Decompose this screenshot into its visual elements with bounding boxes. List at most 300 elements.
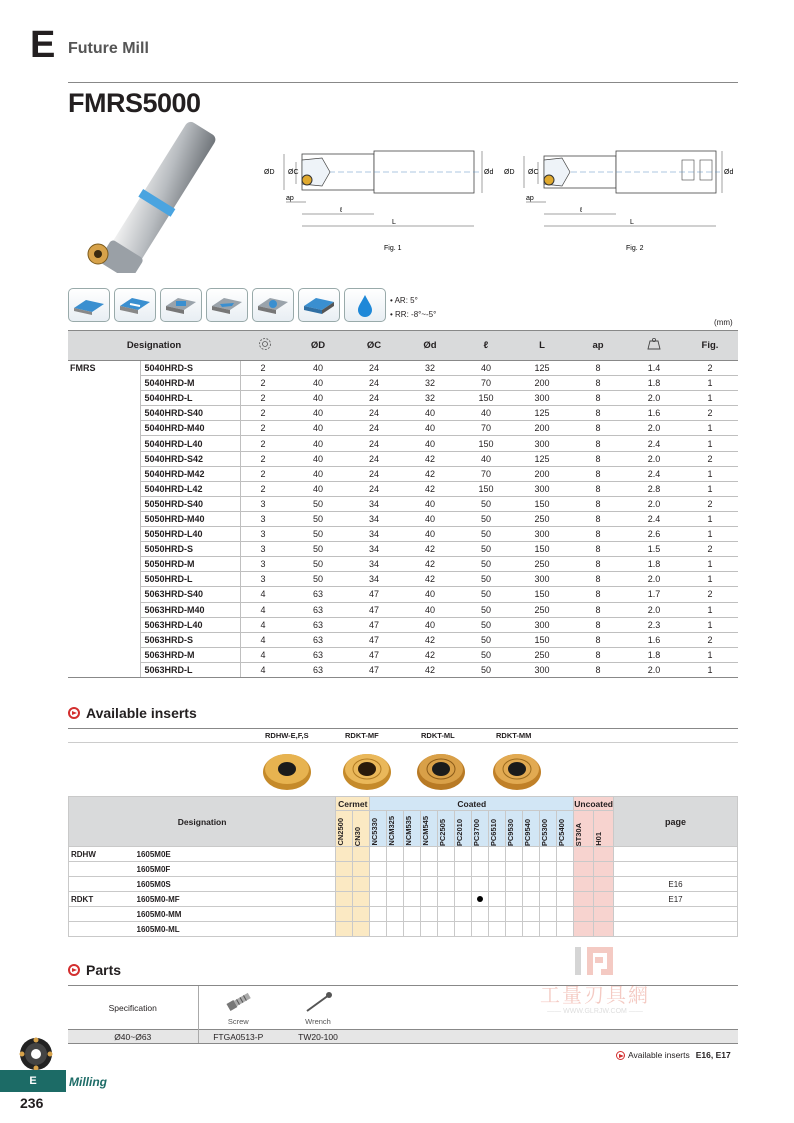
spec-cell: 34 bbox=[346, 496, 402, 511]
spec-designation: 5050HRD-M bbox=[140, 557, 240, 572]
face-milling-icon bbox=[68, 288, 110, 322]
fig1-label-l: ℓ bbox=[340, 207, 343, 214]
spec-table bbox=[68, 330, 738, 678]
insert-row bbox=[69, 847, 738, 862]
col-l: ℓ bbox=[458, 331, 514, 361]
grade-cell bbox=[438, 907, 455, 922]
grade-designation-header: Designation bbox=[69, 797, 336, 847]
spec-designation: 5050HRD-S40 bbox=[140, 496, 240, 511]
grade-cell bbox=[594, 877, 614, 892]
parts-spec-label: Specification bbox=[68, 986, 198, 1030]
spec-cell: 42 bbox=[402, 647, 458, 662]
grade-cell bbox=[404, 922, 421, 937]
spec-cell: 47 bbox=[346, 617, 402, 632]
spec-designation: 5040HRD-M40 bbox=[140, 421, 240, 436]
spec-cell: 42 bbox=[402, 632, 458, 647]
spec-cell: 3 bbox=[240, 572, 290, 587]
spec-group-label bbox=[68, 557, 140, 572]
grade-name bbox=[455, 811, 472, 847]
spec-group-label bbox=[68, 421, 140, 436]
grade-name-text: PC5400 bbox=[557, 818, 567, 846]
spec-designation: 5040HRD-L bbox=[140, 391, 240, 406]
spec-cell: 40 bbox=[290, 361, 346, 376]
grade-name bbox=[557, 811, 574, 847]
spec-cell: 1 bbox=[682, 602, 738, 617]
grade-cell bbox=[523, 877, 540, 892]
insert-page[interactable]: E16 bbox=[614, 877, 738, 892]
insert-page[interactable]: E17 bbox=[614, 892, 738, 907]
spec-cell: 34 bbox=[346, 557, 402, 572]
spec-group-label bbox=[68, 587, 140, 602]
spec-designation: 5063HRD-L40 bbox=[140, 617, 240, 632]
spec-cell: 2.8 bbox=[626, 481, 682, 496]
grade-cell bbox=[523, 892, 540, 907]
spec-cell: 8 bbox=[570, 481, 626, 496]
grade-cell bbox=[421, 892, 438, 907]
spec-cell: 250 bbox=[514, 647, 570, 662]
spec-cell: 3 bbox=[240, 557, 290, 572]
grade-cell bbox=[472, 862, 489, 877]
spec-cell: 1 bbox=[682, 391, 738, 406]
grade-cell bbox=[421, 922, 438, 937]
spec-cell: 1.8 bbox=[626, 647, 682, 662]
spec-cell: 1.6 bbox=[626, 406, 682, 421]
spec-cell: 63 bbox=[290, 587, 346, 602]
grade-cell bbox=[489, 847, 506, 862]
spec-cell: 50 bbox=[458, 572, 514, 587]
spec-cell: 42 bbox=[402, 542, 458, 557]
col-teeth bbox=[240, 331, 290, 361]
spec-cell: 40 bbox=[290, 481, 346, 496]
spec-cell: 40 bbox=[402, 511, 458, 526]
spec-cell: 40 bbox=[402, 587, 458, 602]
spec-cell: 1.6 bbox=[626, 632, 682, 647]
grade-cell bbox=[574, 862, 594, 877]
spec-cell: 2 bbox=[240, 466, 290, 481]
insert-group: RDHW bbox=[69, 847, 135, 862]
spec-cell: 24 bbox=[346, 361, 402, 376]
spec-cell: 150 bbox=[458, 391, 514, 406]
spec-cell: 2.0 bbox=[626, 496, 682, 511]
spec-cell: 150 bbox=[514, 587, 570, 602]
insert-group bbox=[69, 907, 135, 922]
grade-cell bbox=[489, 907, 506, 922]
grade-cell bbox=[370, 862, 387, 877]
spec-cell: 300 bbox=[514, 662, 570, 677]
spec-row bbox=[68, 391, 738, 406]
grade-cell bbox=[404, 862, 421, 877]
grade-cell bbox=[594, 847, 614, 862]
grade-name bbox=[336, 811, 353, 847]
grade-cell bbox=[574, 907, 594, 922]
spec-row bbox=[68, 632, 738, 647]
grade-cell bbox=[594, 862, 614, 877]
spec-row bbox=[68, 376, 738, 391]
insert-code: 1605M0-ML bbox=[135, 922, 336, 937]
spec-cell: 2.0 bbox=[626, 391, 682, 406]
spec-cell: 40 bbox=[290, 451, 346, 466]
spec-designation: 5063HRD-M40 bbox=[140, 602, 240, 617]
spec-cell: 50 bbox=[290, 557, 346, 572]
grade-cell bbox=[594, 907, 614, 922]
screw-icon bbox=[221, 989, 255, 1015]
spec-cell: 150 bbox=[514, 496, 570, 511]
spec-cell: 24 bbox=[346, 436, 402, 451]
spec-cell: 47 bbox=[346, 662, 402, 677]
spec-cell: 1 bbox=[682, 557, 738, 572]
spec-cell: 70 bbox=[458, 466, 514, 481]
spec-cell: 32 bbox=[402, 361, 458, 376]
spec-cell: 8 bbox=[570, 527, 626, 542]
radial-rake: • RR: -8°~-5° bbox=[390, 310, 437, 319]
spec-cell: 50 bbox=[458, 602, 514, 617]
spec-designation: 5063HRD-L bbox=[140, 662, 240, 677]
grade-cell bbox=[404, 877, 421, 892]
spec-cell: 2 bbox=[682, 542, 738, 557]
spec-cell: 8 bbox=[570, 451, 626, 466]
insert-row bbox=[69, 907, 738, 922]
col-weight bbox=[626, 331, 682, 361]
spec-cell: 250 bbox=[514, 557, 570, 572]
grade-cell bbox=[472, 847, 489, 862]
arrow-circle-icon bbox=[68, 707, 80, 719]
spec-cell: 40 bbox=[290, 376, 346, 391]
available-inserts-title: Available inserts bbox=[86, 705, 197, 721]
spec-group-label bbox=[68, 406, 140, 421]
spec-cell: 2.3 bbox=[626, 617, 682, 632]
spec-row bbox=[68, 421, 738, 436]
spec-cell: 125 bbox=[514, 451, 570, 466]
page-number: 236 bbox=[20, 1095, 44, 1111]
spec-designation: 5040HRD-L40 bbox=[140, 436, 240, 451]
footnote-pages: E16, E17 bbox=[695, 1050, 731, 1060]
spec-cell: 40 bbox=[458, 451, 514, 466]
insert-name-4: RDKT-MM bbox=[496, 731, 532, 740]
spec-cell: 47 bbox=[346, 632, 402, 647]
spec-cell: 34 bbox=[346, 542, 402, 557]
spec-row bbox=[68, 662, 738, 677]
spec-row bbox=[68, 617, 738, 632]
spec-row bbox=[68, 496, 738, 511]
grade-name bbox=[438, 811, 455, 847]
insert-code: 1605M0-MF bbox=[135, 892, 336, 907]
grade-cell bbox=[421, 862, 438, 877]
insert-page[interactable] bbox=[614, 862, 738, 877]
grade-cell bbox=[387, 847, 404, 862]
spec-row bbox=[68, 527, 738, 542]
grade-cell bbox=[336, 892, 353, 907]
footnote-label: Available inserts bbox=[628, 1050, 690, 1060]
application-icons bbox=[68, 288, 386, 322]
spec-cell: 3 bbox=[240, 496, 290, 511]
grade-name-text: PC5300 bbox=[540, 818, 550, 846]
grade-name-text: PC3700 bbox=[472, 818, 482, 846]
tool-photo bbox=[70, 118, 250, 273]
fig2-label-l: ℓ bbox=[580, 207, 583, 214]
spec-cell: 2 bbox=[240, 421, 290, 436]
spec-cell: 8 bbox=[570, 542, 626, 557]
grade-cell bbox=[438, 892, 455, 907]
grade-name bbox=[574, 811, 594, 847]
grade-cell bbox=[404, 907, 421, 922]
arrow-circle-icon bbox=[616, 1051, 625, 1060]
spec-cell: 1 bbox=[682, 436, 738, 451]
spec-cell: 2 bbox=[682, 632, 738, 647]
col-ap: ap bbox=[570, 331, 626, 361]
insert-page[interactable] bbox=[614, 907, 738, 922]
spec-cell: 8 bbox=[570, 466, 626, 481]
spec-cell: 2.6 bbox=[626, 527, 682, 542]
grade-name bbox=[523, 811, 540, 847]
col-L: L bbox=[514, 331, 570, 361]
fig2-label-L: L bbox=[630, 219, 634, 226]
insert-code: 1605M0S bbox=[135, 877, 336, 892]
spec-designation: 5040HRD-S bbox=[140, 361, 240, 376]
page-header: page bbox=[614, 797, 738, 847]
spec-cell: 2.0 bbox=[626, 451, 682, 466]
spec-group-label bbox=[68, 617, 140, 632]
spec-cell: 2.0 bbox=[626, 421, 682, 436]
spec-cell: 2.0 bbox=[626, 662, 682, 677]
spec-cell: 50 bbox=[290, 496, 346, 511]
spec-cell: 4 bbox=[240, 662, 290, 677]
grade-cell bbox=[387, 862, 404, 877]
spec-cell: 125 bbox=[514, 406, 570, 421]
spec-group-label bbox=[68, 632, 140, 647]
grade-cell bbox=[472, 892, 489, 907]
available-inserts-heading bbox=[68, 705, 197, 721]
fig2-label-C: ØC bbox=[528, 169, 539, 176]
parts-title: Parts bbox=[86, 962, 122, 978]
spec-cell: 42 bbox=[402, 481, 458, 496]
grade-cell bbox=[594, 922, 614, 937]
grade-name-text: CN2500 bbox=[336, 818, 346, 846]
spec-cell: 150 bbox=[458, 481, 514, 496]
spec-cell: 2 bbox=[240, 436, 290, 451]
insert-group bbox=[69, 862, 135, 877]
spec-cell: 50 bbox=[458, 587, 514, 602]
spec-cell: 4 bbox=[240, 602, 290, 617]
spec-cell: 42 bbox=[402, 662, 458, 677]
grade-cell bbox=[574, 922, 594, 937]
availability-dot-icon bbox=[477, 896, 483, 902]
spec-cell: 150 bbox=[514, 542, 570, 557]
spec-cell: 24 bbox=[346, 391, 402, 406]
grade-cell bbox=[438, 922, 455, 937]
grade-cell bbox=[438, 877, 455, 892]
screw-code: FTGA0513-P bbox=[198, 1030, 278, 1044]
spec-cell: 8 bbox=[570, 647, 626, 662]
grade-cell bbox=[594, 892, 614, 907]
spec-cell: 125 bbox=[514, 361, 570, 376]
grade-cell bbox=[353, 892, 370, 907]
grade-cell bbox=[540, 877, 557, 892]
section-tab-label: Milling bbox=[69, 1075, 107, 1089]
insert-page[interactable] bbox=[614, 847, 738, 862]
spec-cell: 8 bbox=[570, 391, 626, 406]
grade-cell bbox=[523, 922, 540, 937]
spec-row bbox=[68, 647, 738, 662]
spec-cell: 8 bbox=[570, 617, 626, 632]
col-C: ØC bbox=[346, 331, 402, 361]
spec-cell: 50 bbox=[458, 542, 514, 557]
spec-designation: 5050HRD-L bbox=[140, 572, 240, 587]
grade-name bbox=[594, 811, 614, 847]
insert-grade-table bbox=[68, 796, 738, 937]
spec-cell: 8 bbox=[570, 436, 626, 451]
spec-cell: 8 bbox=[570, 632, 626, 647]
spec-cell: 150 bbox=[458, 436, 514, 451]
grade-cell bbox=[353, 907, 370, 922]
spec-cell: 200 bbox=[514, 376, 570, 391]
spec-designation: 5040HRD-M42 bbox=[140, 466, 240, 481]
spec-group-label bbox=[68, 466, 140, 481]
spec-cell: 250 bbox=[514, 511, 570, 526]
spec-group-label bbox=[68, 542, 140, 557]
spec-cell: 40 bbox=[402, 602, 458, 617]
rake-angles bbox=[390, 294, 436, 322]
watermark bbox=[525, 945, 665, 1015]
grade-cell bbox=[472, 922, 489, 937]
spec-designation: 5063HRD-S40 bbox=[140, 587, 240, 602]
insert-image-rdkt-ml bbox=[416, 750, 466, 792]
watermark-url: —— WWW.GLRJW.COM —— bbox=[547, 1008, 643, 1015]
spec-cell: 2 bbox=[240, 406, 290, 421]
spec-body bbox=[68, 361, 738, 678]
ramping-icon bbox=[206, 288, 248, 322]
spec-row bbox=[68, 361, 738, 376]
grade-name bbox=[472, 811, 489, 847]
grade-cell bbox=[506, 907, 523, 922]
spec-row bbox=[68, 602, 738, 617]
spec-cell: 200 bbox=[514, 466, 570, 481]
spec-group-label bbox=[68, 647, 140, 662]
spec-cell: 8 bbox=[570, 361, 626, 376]
grade-name bbox=[489, 811, 506, 847]
spec-cell: 1.7 bbox=[626, 587, 682, 602]
spec-cell: 50 bbox=[458, 647, 514, 662]
insert-name-rule bbox=[68, 742, 738, 743]
spec-cell: 32 bbox=[402, 391, 458, 406]
grade-cell bbox=[421, 847, 438, 862]
insert-image-band bbox=[68, 728, 738, 796]
spec-designation: 5040HRD-L42 bbox=[140, 481, 240, 496]
grade-name-text: CN30 bbox=[353, 826, 363, 846]
spec-group-label bbox=[68, 496, 140, 511]
spec-designation: 5050HRD-L40 bbox=[140, 527, 240, 542]
spec-row bbox=[68, 466, 738, 481]
insert-page[interactable] bbox=[614, 922, 738, 937]
grade-cell bbox=[540, 907, 557, 922]
spec-cell: 47 bbox=[346, 587, 402, 602]
spec-cell: 4 bbox=[240, 632, 290, 647]
spec-cell: 1 bbox=[682, 481, 738, 496]
spec-cell: 200 bbox=[514, 421, 570, 436]
spec-cell: 1 bbox=[682, 572, 738, 587]
spec-cell: 40 bbox=[402, 436, 458, 451]
grade-cell bbox=[506, 862, 523, 877]
spec-cell: 47 bbox=[346, 647, 402, 662]
spec-cell: 300 bbox=[514, 527, 570, 542]
spec-group-label bbox=[68, 511, 140, 526]
spec-row bbox=[68, 572, 738, 587]
grade-cell bbox=[506, 922, 523, 937]
spec-cell: 2 bbox=[682, 406, 738, 421]
screw-cell bbox=[198, 986, 278, 1030]
spec-cell: 40 bbox=[458, 361, 514, 376]
grade-cell bbox=[336, 877, 353, 892]
grade-cell bbox=[370, 847, 387, 862]
wrench-code: TW20-100 bbox=[278, 1030, 358, 1044]
grade-cell bbox=[421, 907, 438, 922]
spec-cell: 2 bbox=[682, 496, 738, 511]
grade-cell bbox=[455, 847, 472, 862]
spec-cell: 50 bbox=[458, 496, 514, 511]
grade-cell bbox=[489, 862, 506, 877]
spec-cell: 8 bbox=[570, 587, 626, 602]
spec-cell: 2 bbox=[240, 391, 290, 406]
fig2-label-ap: ap bbox=[526, 195, 534, 202]
coated-header: Coated bbox=[370, 797, 574, 811]
grade-cell bbox=[455, 862, 472, 877]
header-rule bbox=[68, 82, 738, 83]
grade-cell bbox=[574, 892, 594, 907]
grade-cell bbox=[387, 922, 404, 937]
figure-2-drawing bbox=[500, 140, 744, 255]
spec-cell: 2 bbox=[240, 451, 290, 466]
spec-cell: 1.8 bbox=[626, 557, 682, 572]
cermet-header: Cermet bbox=[336, 797, 370, 811]
figure-1-drawing bbox=[262, 140, 524, 255]
grade-cell bbox=[557, 847, 574, 862]
grade-cell bbox=[336, 847, 353, 862]
grade-cell bbox=[370, 877, 387, 892]
spec-cell: 3 bbox=[240, 542, 290, 557]
grade-cell bbox=[336, 922, 353, 937]
spec-group-label bbox=[68, 602, 140, 617]
spec-cell: 1.8 bbox=[626, 376, 682, 391]
parts-heading bbox=[68, 962, 121, 978]
spec-cell: 63 bbox=[290, 647, 346, 662]
spec-cell: 40 bbox=[402, 496, 458, 511]
insert-image-rdkt-mf bbox=[342, 750, 392, 792]
spec-cell: 4 bbox=[240, 587, 290, 602]
spec-cell: 40 bbox=[290, 391, 346, 406]
spec-cell: 40 bbox=[402, 617, 458, 632]
insert-row bbox=[69, 922, 738, 937]
spec-cell: 42 bbox=[402, 572, 458, 587]
spec-cell: 4 bbox=[240, 617, 290, 632]
available-inserts-footnote bbox=[616, 1050, 731, 1060]
spec-group-label bbox=[68, 376, 140, 391]
spec-row bbox=[68, 557, 738, 572]
spec-cell: 8 bbox=[570, 496, 626, 511]
profiling-icon bbox=[298, 288, 340, 322]
helical-icon bbox=[252, 288, 294, 322]
pocketing-icon bbox=[160, 288, 202, 322]
spec-cell: 8 bbox=[570, 602, 626, 617]
spec-cell: 63 bbox=[290, 617, 346, 632]
insert-image-rdkt-mm bbox=[492, 750, 542, 792]
spec-cell: 1.4 bbox=[626, 361, 682, 376]
spec-cell: 2 bbox=[682, 361, 738, 376]
grade-name bbox=[404, 811, 421, 847]
spec-group-label bbox=[68, 391, 140, 406]
spec-cell: 63 bbox=[290, 632, 346, 647]
spec-cell: 8 bbox=[570, 572, 626, 587]
spec-cell: 8 bbox=[570, 662, 626, 677]
spec-designation: 5040HRD-S42 bbox=[140, 451, 240, 466]
